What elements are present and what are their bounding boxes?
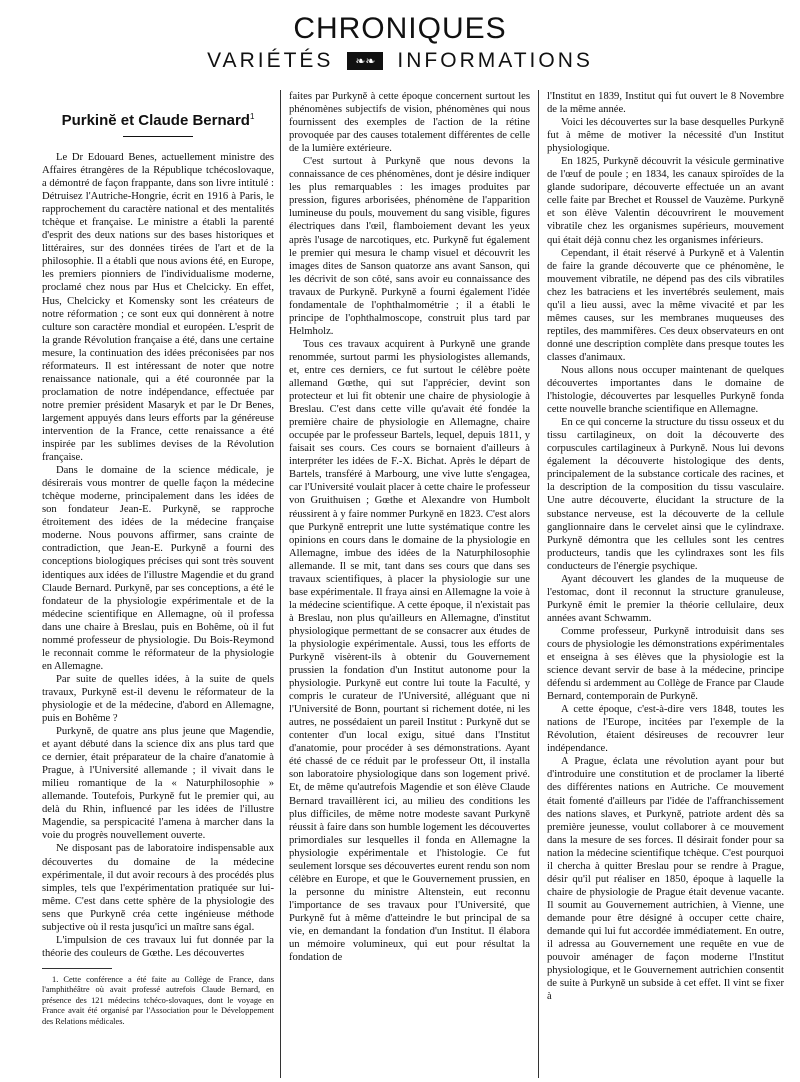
article-title	[42, 108, 274, 130]
section-subtitle-row	[0, 48, 800, 74]
paragraph: Nous allons nous occuper maintenant de quelques découvertes importantes dans le domaine de l'histologie, découvertes par lesquelles Purkyně fonda cette nouvelle branche scientifique en Allemagne.	[547, 364, 784, 416]
paragraph: Tous ces travaux acquirent à Purkyně une grande renommée, surtout parmi les physiologistes allemands, et, entre ces derniers, ce fut surtout le célèbre poète allemand Gœthe, qui sut l'apprécier, devint son protecteur et lui fit obtenir une chaire de physiologie à Breslau. C'est dans cette ville qu'avait été fondée la première chaire de physiologie en Allemagne, chaire occupée par le professeur Bartels, lequel, depuis 1811, y faisait ses cours. Ces cours se bornaient d'ailleurs à interpréter les idées de F.-X. Bichat. Après le départ de Bartels, transféré à Marbourg, une vive lutte s'engagea, car l'Université voulait placer à cette chaire le professeur von Gruithuisen ; Gœthe et Alexandre von Humbolt réussirent à y faire nommer Purkyně en 1823. C'est alors que Purkyně entreprit une lutte systématique contre les opinions en cours dans le domaine de la physiologie en Allemagne, imbue des idées de la Naturphilosophie allemande. Il se mit, tant dans ses cours que dans ses travaux scientifiques, à placer la physiologie sur une base expérimentale. Il fraya ainsi en Allemagne la voie à la médecine scientifique. A cette époque, il n'existait pas à Breslau, non plus qu'ailleurs en Allemagne, d'institut physiologique permettant de se consacrer aux études de la physiologie expérimentale. Aussi, tous les efforts de Purkyně visèrent-ils à obtenir du Gouvernement prussien la fondation d'un Institut autonome pour la physiologie. Purkyně eut contre lui toute la Faculté, y compris le curateur de l'Université, alléguant que ni l'Université de Bonn, pourtant si richement dotée, ni les autres, ne possédaient un pareil Institut : Purkyně dut se contenter d'un local exigu, situé dans l'Institut d'anatomie, pour procéder à ses démonstrations. Ayant été chassé de ce réduit par le professeur Ott, il installa son laboratoire physiologique dans son logement privé. Et, de même qu'autrefois Magendie et son élève Claude Bernard travaillèrent ici, au milieu des conditions les plus difficiles, de même notre modeste savant Purkyně réussit à faire dans son humble logement les découvertes primordiales sur lesquelles il fonda en Allemagne la physiologie expérimentale et l'histologie. Ce fut seulement lorsque ses découvertes eurent rendu son nom célèbre en Europe, et que le Gouvernement prussien, en la personne du ministre Altenstein, eut reconnu l'importance de ses travaux pour l'Université, que Purkyně fut à même d'atteindre le but principal de sa vie, en demandant la fondation d'un Institut. Il élabora un mémoire volumineux, qui eut pour résultat la fondation de	[289, 338, 530, 964]
paragraph: L'impulsion de ces travaux lui fut donnée par la théorie des couleurs de Gœthe. Les découvertes	[42, 934, 274, 959]
paragraph: Par suite de quelles idées, à la suite de quels travaux, Purkyně est-il devenu le réformateur de la physiologie et de la médecine, d'abord en Allemagne, puis en Bohême ?	[42, 673, 274, 725]
column-1	[42, 90, 280, 1078]
footnote-text: 1. Cette conférence a été faite au Collège de France, dans l'amphithéâtre où avait professé autrefois Claude Bernard, en présence des 121 médecins tchéco-slovaques, dont le voyage en France avait été organisé par l'Association pour le Développement des Relations médicales.	[42, 974, 274, 1026]
article-title-text: Purkinĕ et Claude Bernard	[61, 112, 250, 129]
paragraph: A cette époque, c'est-à-dire vers 1848, toutes les nations de l'Europe, incitées par l'exemple de la Révolution, étaient désireuses de recouvrer leur indépendance.	[547, 704, 784, 755]
paragraph: Purkyně, de quatre ans plus jeune que Magendie, et ayant débuté dans la science dix ans plus tard que ce dernier, était préparateur de la chaire d'anatomie à Prague, à l'Université allemande ; il vivait dans le milieu romantique de la « Naturphilosophie » allemande. Toutefois, Purkyně fut le premier qui, au delà du Rhin, influencé par les idées de l'illustre Magendie, sa perspicacité l'amena à marcher dans la voie du progrès nouvellement ouverte.	[42, 726, 274, 842]
paragraph: Comme professeur, Purkyně introduisit dans ses cours de physiologie les démonstrations expérimentales et enseigna à ses élèves que la physiologie est la science devant servir de base à la médecine, principe défendu si ardemment au Collège de France par Claude Bernard, contemporain de Purkyně.	[547, 625, 784, 703]
footnote	[42, 975, 274, 1027]
section-left-word: VARIÉTÉS	[207, 49, 334, 72]
paragraph: Cependant, il était réservé à Purkyně et à Valentin de faire la grande découverte que ce phénomène, le mouvement vibratile, ne dépend pas des cils vibratiles chez les batraciens et les invertébrés seulement, mais qu'il a lieu aussi, avec la même vivacité et par les mêmes causes, sur les membranes muqueuses des reptiles, des mammifères. Ces deux observateurs en ont donné une description complète dans presque toutes les classes d'animaux.	[547, 247, 784, 363]
page-header	[0, 0, 800, 90]
column-2	[280, 90, 538, 1078]
title-divider	[123, 136, 193, 137]
section-right-word: INFORMATIONS	[397, 49, 593, 72]
paragraph: Ne disposant pas de laboratoire indispensable aux découvertes du domaine de la médecine expérimentale, il dut avoir recours à des procédés plus simples, tels que l'expérimentation pratiquée sur lui-même. C'est dans cette sphère de la physiologie des sens que Purkyně créa cette ingénieuse méthode subjective où il resta jusqu'ici un maître sans égal.	[42, 843, 274, 933]
paragraph: En 1825, Purkyně découvrit la vésicule germinative de l'œuf de poule ; en 1834, les canaux spiroïdes de la glande sudoripare, découverte effectuée un an avant celle faite par Brechet et Roussel de Vauzème. Purkyně et son élève Valentin découvrirent le mouvement vibratile chez les organismes supérieurs, mouvement qui était déjà connu chez les organismes inférieurs.	[547, 156, 784, 246]
paragraph: Voici les découvertes sur la base desquelles Purkyně fut à même de motiver la nécessité d'un Institut physiologique.	[547, 117, 784, 155]
article-columns	[0, 90, 800, 1078]
footnote-divider	[42, 968, 112, 969]
paragraph: A Prague, éclata une révolution ayant pour but d'introduire une constitution et de proclamer la liberté des différentes nations en Autriche. Ce mouvement était fomenté d'ailleurs par l'idée de l'affranchissement des nations slaves, et Purkyně, patriote ardent dès sa première jeunesse, voulut collaborer à ce mouvement dans la mesure de ses forces. Il désirait fonder pour sa nation la médecine scientifique tchèque. C'est pourquoi il chercha à quitter Breslau pour se rendre à Prague, désir qu'il put réaliser en 1850, époque à laquelle la chaire de physiologie de Prague était devenue vacante. Il soumit au Gouvernement autrichien, à Vienne, une demande pour être désigné à occuper cette chaire, demande qui lui fut accordée immédiatement. En outre, il adressa au Gouvernement une requête en vue de pouvoir aménager de façon moderne l'Institut physiologique, et le Gouvernement autrichien consentit de suite à Purkyně un subside à cet effet. Il vint se fixer à	[547, 756, 784, 1003]
paragraph: C'est surtout à Purkyně que nous devons la connaissance de ces phénomènes, dont je désire indiquer les plus remarquables : les images produites par pression, figures arborisées, phénomène de l'apparition lumineuse du pouls, mouvement du sang visible, figures électriques dans l'œil, flamboiement devant les yeux après l'usage de narcotiques, etc. Purkyně fut également le premier qui mesura le champ visuel et découvrit les images dites de Sanson quatorze ans avant Sanson, qui les décrivit de son côté, sans avoir eu connaissance des travaux de Purkyně. Purkyně a fourni également l'idée fondamentale de l'ophthalmométrie ; il a établi le principe de l'ophthalmoscope, construit plus tard par Helmholz.	[289, 156, 530, 337]
ornament-icon: ❧❧	[347, 52, 383, 70]
paragraph: Ayant découvert les glandes de la muqueuse de l'estomac, dont il reconnut la structure granuleuse, Purkyně émit le premier la théorie cellulaire, deux années avant Schwamm.	[547, 573, 784, 624]
footnote-marker: 1	[249, 112, 255, 121]
paragraph: l'Institut en 1839, Institut qui fut ouvert le 8 Novembre de la même année.	[547, 91, 784, 116]
column-3	[538, 90, 784, 1078]
paragraph: Le Dr Edouard Benes, actuellement ministre des Affaires étrangères de la République tchécoslovaque, a démontré de façon frappante, dans son livre intitulé : Détruisez l'Autriche-Hongrie, écrit en 1916 à Paris, le rapprochement du caractère national et des mentalités tchèque et française. Le ministre a établi la parenté d'esprit des deux nations sur des bases historiques et littéraires, sur des données tirées de l'art et de la philosophie. Il a établi que nous avions été, en Europe, les premiers pionniers de l'individualisme moderne, proclamé chez nous par Hus et Chelcicky. En effet, Hus, Chelcicky et Komensky sont les créateurs de notre réformation ; ce sont eux qui donnèrent à notre culture son caractère mondial et européen. L'esprit de la grande Révolution française a été, dans une certaine mesure, la continuation des idées préconisées par nos réformateurs. Il est intéressant de noter que notre renaissance nationale, qui a été couronnée par la proclamation de notre indépendance, effectuée par notre premier président Masaryk et par le Dr Benes, largement appuyés dans leurs efforts par la généreuse intervention de la France, cette renaissance a été inspirée par les sublimes devises de la Révolution française.	[42, 152, 274, 464]
paragraph: faites par Purkyně à cette époque concernent surtout les phénomènes subjectifs de vision, phénomènes qui nous fournissent des exemples de l'action de la rétine provoquée par des causes totalement différentes de celle de la lumière extérieure.	[289, 91, 530, 155]
column-1-body	[42, 151, 274, 960]
paragraph: En ce qui concerne la structure du tissu osseux et du tissu cartilagineux, on doit la découverte des corpuscules cartilagineux à Purkyně. Nous lui devons également la découverte histologique des dents, principalement de la substance corticale des racines, et la description de la composition du tissu vasculaire. Une autre découverte, élucidant la structure de la substance nerveuse, est la découverte de la cellule ganglionnaire dans le cervelet ainsi que le cylindraxe. Purkyně démontra que les cellules sont les centres producteurs, tandis que les cylindraxes sont les fils conducteurs de l'énergie psychique.	[547, 417, 784, 572]
section-title: CHRONIQUES	[293, 12, 507, 45]
paragraph: Dans le domaine de la science médicale, je désirerais vous montrer de quelle façon la médecine tchèque moderne, principalement dans les idées de son fondateur Jean-E. Purkyně, se rapproche étroitement des idées de la médecine française moderne. Nous pouvons affirmer, sans crainte de contradiction, que Jean-E. Purkyně a fourni des conceptions biologiques précises qui sont très souvent identiques aux idées de l'illustre Magendie et du grand Claude Bernard. Purkyně, par ses conceptions, a été le fondateur de la physiologie expérimentale et de la médecine scientifique en Allemagne, où il professa dans une chaire à Breslau, puis en Bohême, où il fut nommé professeur de physiologie. Du Bois-Reymond le reconnait comme le réformateur de la physiologie en Allemagne.	[42, 465, 274, 672]
